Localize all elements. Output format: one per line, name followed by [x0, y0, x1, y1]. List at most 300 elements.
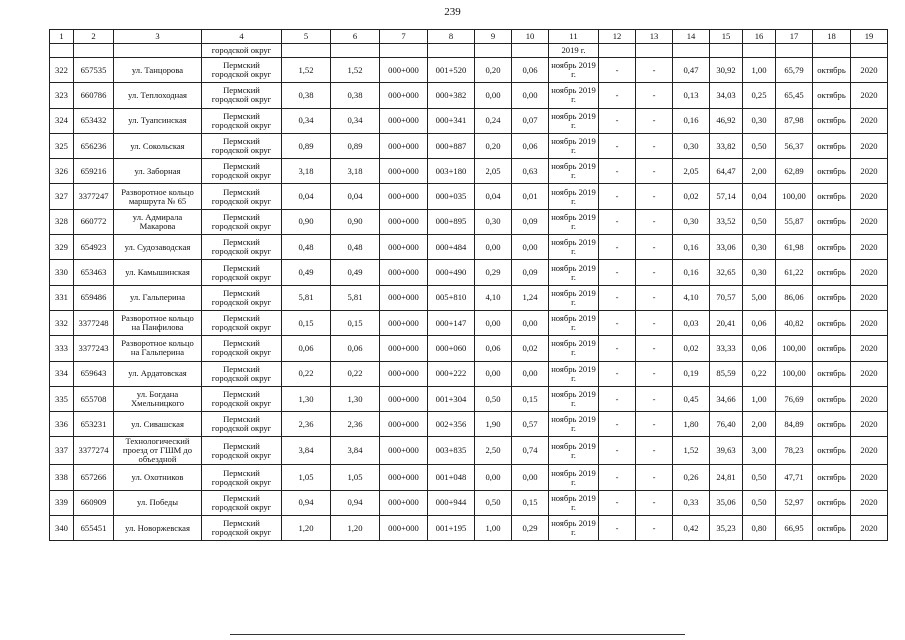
table-cell: 0,50 [475, 386, 512, 411]
table-cell: 0,94 [331, 490, 380, 515]
table-cell: 1,00 [743, 386, 776, 411]
table-cell: 39,63 [710, 437, 743, 465]
table-cell: 1,00 [475, 516, 512, 541]
table-cell: 1,52 [331, 58, 380, 83]
table-cell: 2020 [851, 209, 888, 234]
table-cell [475, 44, 512, 58]
table-cell: ул. Теплоходная [114, 83, 202, 108]
column-header: 17 [776, 30, 813, 44]
table-cell: 0,89 [282, 133, 331, 158]
table-cell: - [636, 285, 673, 310]
table-row [50, 386, 888, 411]
table-cell [512, 44, 549, 58]
table-cell: 30,92 [710, 58, 743, 83]
table-cell: 1,52 [282, 58, 331, 83]
table-cell: - [599, 133, 636, 158]
table-cell: - [636, 184, 673, 209]
table-cell: 331 [50, 285, 74, 310]
table-cell: 0,20 [475, 133, 512, 158]
table-cell: ноябрь 2019 г. [549, 516, 599, 541]
table-cell: - [636, 209, 673, 234]
table-cell: 0,00 [512, 310, 549, 335]
table-cell [114, 44, 202, 58]
table-cell: - [599, 235, 636, 260]
table-cell: 4,10 [475, 285, 512, 310]
table-cell: Пермский городской округ [202, 437, 282, 465]
table-row [50, 437, 888, 465]
table-cell: 001+195 [428, 516, 475, 541]
table-cell: Пермский городской округ [202, 133, 282, 158]
table-cell: октябрь [813, 516, 851, 541]
table-cell: ноябрь 2019 г. [549, 412, 599, 437]
table-cell: октябрь [813, 133, 851, 158]
table-cell: 659486 [74, 285, 114, 310]
table-cell: Пермский городской округ [202, 386, 282, 411]
table-cell: 000+060 [428, 336, 475, 361]
table-cell: 000+000 [380, 516, 428, 541]
table-cell: - [636, 235, 673, 260]
table-cell: 660772 [74, 209, 114, 234]
table-cell: октябрь [813, 260, 851, 285]
table-cell: 64,47 [710, 159, 743, 184]
table-cell [851, 44, 888, 58]
table-cell: 3,84 [282, 437, 331, 465]
table-cell: 000+000 [380, 235, 428, 260]
table-cell: октябрь [813, 361, 851, 386]
column-header: 14 [673, 30, 710, 44]
table-cell: 2020 [851, 336, 888, 361]
column-header: 16 [743, 30, 776, 44]
table-cell: 333 [50, 336, 74, 361]
table-cell: 46,92 [710, 108, 743, 133]
table-cell: 0,30 [743, 108, 776, 133]
column-header: 9 [475, 30, 512, 44]
table-cell: 2019 г. [549, 44, 599, 58]
table-cell: ул. Адмирала Макарова [114, 209, 202, 234]
table-cell: 61,22 [776, 260, 813, 285]
table-cell: 3,18 [282, 159, 331, 184]
table-cell: 335 [50, 386, 74, 411]
table-cell: 3377248 [74, 310, 114, 335]
column-header: 2 [74, 30, 114, 44]
table-cell: 0,15 [512, 490, 549, 515]
table-cell: 2020 [851, 108, 888, 133]
table-cell: Пермский городской округ [202, 83, 282, 108]
table-cell: 330 [50, 260, 74, 285]
table-cell: 0,50 [743, 490, 776, 515]
table-cell [428, 44, 475, 58]
table-cell: 0,06 [743, 336, 776, 361]
table-cell: 001+304 [428, 386, 475, 411]
table-cell: - [636, 490, 673, 515]
table-cell: 0,50 [743, 133, 776, 158]
table-cell: 656236 [74, 133, 114, 158]
table-cell: 000+484 [428, 235, 475, 260]
table-cell: октябрь [813, 336, 851, 361]
table-cell: 3,18 [331, 159, 380, 184]
table-cell: 3377243 [74, 336, 114, 361]
table-cell: 56,37 [776, 133, 813, 158]
table-cell: 0,48 [331, 235, 380, 260]
table-cell: 0,49 [331, 260, 380, 285]
table-cell: 660909 [74, 490, 114, 515]
table-cell: 328 [50, 209, 74, 234]
table-cell: Технологический проезд от ГШМ до объездной [114, 437, 202, 465]
table-cell: 0,90 [331, 209, 380, 234]
column-header: 1 [50, 30, 74, 44]
table-cell: 1,00 [743, 58, 776, 83]
table-cell: 2,05 [475, 159, 512, 184]
table-cell: 0,22 [282, 361, 331, 386]
table-cell: 2020 [851, 465, 888, 490]
table-cell: 2020 [851, 516, 888, 541]
table-cell: - [636, 260, 673, 285]
table-cell: 1,90 [475, 412, 512, 437]
table-cell: 000+000 [380, 260, 428, 285]
table-cell: Пермский городской округ [202, 260, 282, 285]
table-cell: 0,04 [743, 184, 776, 209]
table-cell: 000+382 [428, 83, 475, 108]
road-table [49, 29, 888, 541]
table-cell: ноябрь 2019 г. [549, 108, 599, 133]
table-cell: Пермский городской округ [202, 310, 282, 335]
table-cell: 0,45 [673, 386, 710, 411]
table-cell: 659216 [74, 159, 114, 184]
table-body [50, 44, 888, 541]
table-cell: ул. Новоржевская [114, 516, 202, 541]
table-cell: 84,89 [776, 412, 813, 437]
table-cell: - [599, 159, 636, 184]
table-cell: 0,33 [673, 490, 710, 515]
table-cell: 653432 [74, 108, 114, 133]
table-cell [50, 44, 74, 58]
table-cell: - [599, 285, 636, 310]
table-cell: 338 [50, 465, 74, 490]
table-cell: 005+810 [428, 285, 475, 310]
table-cell: ул. Камышинская [114, 260, 202, 285]
table-cell: октябрь [813, 209, 851, 234]
table-cell: 2,00 [743, 159, 776, 184]
table-cell: 2020 [851, 184, 888, 209]
table-cell: - [636, 58, 673, 83]
table-cell: 86,06 [776, 285, 813, 310]
table-cell: ноябрь 2019 г. [549, 159, 599, 184]
table-cell: 0,48 [282, 235, 331, 260]
table-cell: 3377274 [74, 437, 114, 465]
table-cell: 657535 [74, 58, 114, 83]
table-cell: 5,81 [331, 285, 380, 310]
table-cell: 78,23 [776, 437, 813, 465]
table-cell: октябрь [813, 437, 851, 465]
table-row [50, 83, 888, 108]
table-cell: - [599, 336, 636, 361]
table-cell: 0,06 [331, 336, 380, 361]
table-cell: ноябрь 2019 г. [549, 83, 599, 108]
table-cell: Пермский городской округ [202, 490, 282, 515]
column-header: 18 [813, 30, 851, 44]
column-header: 7 [380, 30, 428, 44]
table-cell: 337 [50, 437, 74, 465]
table-cell: 001+048 [428, 465, 475, 490]
table-cell: Пермский городской округ [202, 285, 282, 310]
table-row [50, 285, 888, 310]
table-cell: - [636, 108, 673, 133]
table-cell: ул. Туапсинская [114, 108, 202, 133]
table-cell [636, 44, 673, 58]
continuation-row [50, 44, 888, 58]
table-cell: ноябрь 2019 г. [549, 490, 599, 515]
table-cell: Пермский городской округ [202, 108, 282, 133]
table-row [50, 133, 888, 158]
table-cell: 000+000 [380, 58, 428, 83]
table-cell: 62,89 [776, 159, 813, 184]
table-cell: 0,25 [743, 83, 776, 108]
table-cell: ноябрь 2019 г. [549, 260, 599, 285]
table-cell: 653463 [74, 260, 114, 285]
table-cell: 2020 [851, 490, 888, 515]
table-cell: октябрь [813, 310, 851, 335]
table-cell: 000+341 [428, 108, 475, 133]
table-cell: 87,98 [776, 108, 813, 133]
table-cell: 2020 [851, 386, 888, 411]
table-cell: ноябрь 2019 г. [549, 437, 599, 465]
table-row [50, 260, 888, 285]
table-cell: - [599, 386, 636, 411]
table-cell: 329 [50, 235, 74, 260]
table-cell: ул. Судозаводская [114, 235, 202, 260]
table-cell: 2,36 [331, 412, 380, 437]
table-cell: 334 [50, 361, 74, 386]
table-cell: Пермский городской округ [202, 516, 282, 541]
table-cell: - [636, 336, 673, 361]
table-cell: 0,00 [475, 83, 512, 108]
table-cell: 0,00 [512, 235, 549, 260]
table-cell: - [636, 465, 673, 490]
column-header: 13 [636, 30, 673, 44]
table-cell: 0,00 [475, 465, 512, 490]
table-cell: ул. Гальперина [114, 285, 202, 310]
table-cell: ноябрь 2019 г. [549, 285, 599, 310]
table-cell: 0,50 [743, 465, 776, 490]
table-cell: 34,03 [710, 83, 743, 108]
table-cell: 33,52 [710, 209, 743, 234]
table-row [50, 235, 888, 260]
table-cell [380, 44, 428, 58]
table-cell: 0,00 [475, 235, 512, 260]
table-cell: 000+035 [428, 184, 475, 209]
table-cell: ул. Охотников [114, 465, 202, 490]
table-cell: 000+000 [380, 184, 428, 209]
table-cell: 40,82 [776, 310, 813, 335]
table-cell: 003+835 [428, 437, 475, 465]
table-cell: 0,01 [512, 184, 549, 209]
table-cell: 100,00 [776, 336, 813, 361]
table-cell: 2020 [851, 159, 888, 184]
table-cell: 0,04 [282, 184, 331, 209]
table-cell: 0,42 [673, 516, 710, 541]
table-cell: ул. Сивашская [114, 412, 202, 437]
column-header: 8 [428, 30, 475, 44]
table-cell: - [636, 437, 673, 465]
table-cell: 0,00 [475, 310, 512, 335]
table-cell: 2020 [851, 361, 888, 386]
table-cell [599, 44, 636, 58]
table-row [50, 184, 888, 209]
table-cell: 000+000 [380, 465, 428, 490]
table-cell: октябрь [813, 83, 851, 108]
table-cell: 0,00 [475, 361, 512, 386]
table-cell: 0,29 [475, 260, 512, 285]
table-cell [743, 44, 776, 58]
table-cell: - [599, 437, 636, 465]
table-cell [282, 44, 331, 58]
table-cell: 2020 [851, 437, 888, 465]
table-cell: - [599, 184, 636, 209]
table-cell [673, 44, 710, 58]
column-header: 10 [512, 30, 549, 44]
table-cell: 000+000 [380, 159, 428, 184]
table-cell [331, 44, 380, 58]
table-cell: 0,22 [331, 361, 380, 386]
table-cell: - [599, 83, 636, 108]
table-cell: октябрь [813, 235, 851, 260]
table-row [50, 336, 888, 361]
table-cell: 324 [50, 108, 74, 133]
table-cell: 2020 [851, 58, 888, 83]
table-cell: 336 [50, 412, 74, 437]
table-cell: 0,50 [475, 490, 512, 515]
table-cell: 000+147 [428, 310, 475, 335]
table-cell: 0,38 [282, 83, 331, 108]
table-cell: 1,20 [331, 516, 380, 541]
table-cell: Пермский городской округ [202, 412, 282, 437]
table-cell: 0,07 [512, 108, 549, 133]
table-cell: 660786 [74, 83, 114, 108]
table-cell: 3,84 [331, 437, 380, 465]
table-cell: 2,05 [673, 159, 710, 184]
table-cell: 4,10 [673, 285, 710, 310]
table-cell: 0,06 [512, 133, 549, 158]
table-row [50, 516, 888, 541]
column-header: 6 [331, 30, 380, 44]
table-cell: 55,87 [776, 209, 813, 234]
table-cell: 0,49 [282, 260, 331, 285]
table-cell: 2,00 [743, 412, 776, 437]
table-cell: 35,23 [710, 516, 743, 541]
table-cell: 002+356 [428, 412, 475, 437]
table-cell: 3377247 [74, 184, 114, 209]
table-cell: Пермский городской округ [202, 159, 282, 184]
table-cell: 2020 [851, 310, 888, 335]
table-cell: 000+000 [380, 83, 428, 108]
table-cell: 65,79 [776, 58, 813, 83]
table-cell: 3,00 [743, 437, 776, 465]
table-cell: 001+520 [428, 58, 475, 83]
table-cell: 0,09 [512, 209, 549, 234]
table-cell: 52,97 [776, 490, 813, 515]
table-cell: 1,05 [331, 465, 380, 490]
table-cell: 000+000 [380, 108, 428, 133]
table-cell: 000+895 [428, 209, 475, 234]
table-row [50, 465, 888, 490]
table-cell: ноябрь 2019 г. [549, 386, 599, 411]
table-cell: 000+000 [380, 437, 428, 465]
column-header: 5 [282, 30, 331, 44]
table-cell: октябрь [813, 159, 851, 184]
table-cell: 000+222 [428, 361, 475, 386]
table-row [50, 58, 888, 83]
column-header: 11 [549, 30, 599, 44]
table-cell: 0,06 [743, 310, 776, 335]
table-cell: 340 [50, 516, 74, 541]
table-cell: - [636, 83, 673, 108]
table-cell: 000+000 [380, 386, 428, 411]
table-cell: 34,66 [710, 386, 743, 411]
table-cell: 0,15 [512, 386, 549, 411]
table-cell: 000+000 [380, 336, 428, 361]
table-cell: - [599, 412, 636, 437]
table-cell: - [599, 516, 636, 541]
table-cell: 0,02 [673, 336, 710, 361]
table-cell: 0,00 [512, 465, 549, 490]
table-cell: - [636, 516, 673, 541]
column-header: 19 [851, 30, 888, 44]
table-row [50, 209, 888, 234]
table-cell: 0,34 [282, 108, 331, 133]
table-cell: 653231 [74, 412, 114, 437]
table-cell: 2020 [851, 260, 888, 285]
table-cell: 2,50 [475, 437, 512, 465]
table-cell: октябрь [813, 184, 851, 209]
table-cell: 66,95 [776, 516, 813, 541]
table-cell: Пермский городской округ [202, 235, 282, 260]
table-cell: 0,74 [512, 437, 549, 465]
table-cell: 1,20 [282, 516, 331, 541]
table-cell: 2020 [851, 235, 888, 260]
table-cell: 1,80 [673, 412, 710, 437]
table-cell: 5,00 [743, 285, 776, 310]
table-cell: 0,22 [743, 361, 776, 386]
table-row [50, 361, 888, 386]
table-cell: 33,82 [710, 133, 743, 158]
table-cell: 1,05 [282, 465, 331, 490]
table-cell: - [636, 412, 673, 437]
table-cell: 000+000 [380, 490, 428, 515]
table-cell: 0,16 [673, 108, 710, 133]
table-cell: ул. Богдана Хмельницкого [114, 386, 202, 411]
table-cell: 2020 [851, 133, 888, 158]
table-cell: 000+000 [380, 285, 428, 310]
table-cell: ул. Танцорова [114, 58, 202, 83]
table-cell: октябрь [813, 465, 851, 490]
table-cell: Разворотное кольцо на Панфилова [114, 310, 202, 335]
table-cell: октябрь [813, 386, 851, 411]
table-cell: 0,26 [673, 465, 710, 490]
table-cell: 100,00 [776, 361, 813, 386]
table-cell: 0,63 [512, 159, 549, 184]
table-cell: 000+000 [380, 412, 428, 437]
column-header: 15 [710, 30, 743, 44]
column-header: 12 [599, 30, 636, 44]
table-cell: городской округ [202, 44, 282, 58]
table-cell: - [636, 159, 673, 184]
table-cell: 0,30 [673, 133, 710, 158]
table-row [50, 490, 888, 515]
table-cell: 2020 [851, 412, 888, 437]
table-cell: 0,30 [743, 260, 776, 285]
table-cell: - [636, 310, 673, 335]
table-cell [710, 44, 743, 58]
